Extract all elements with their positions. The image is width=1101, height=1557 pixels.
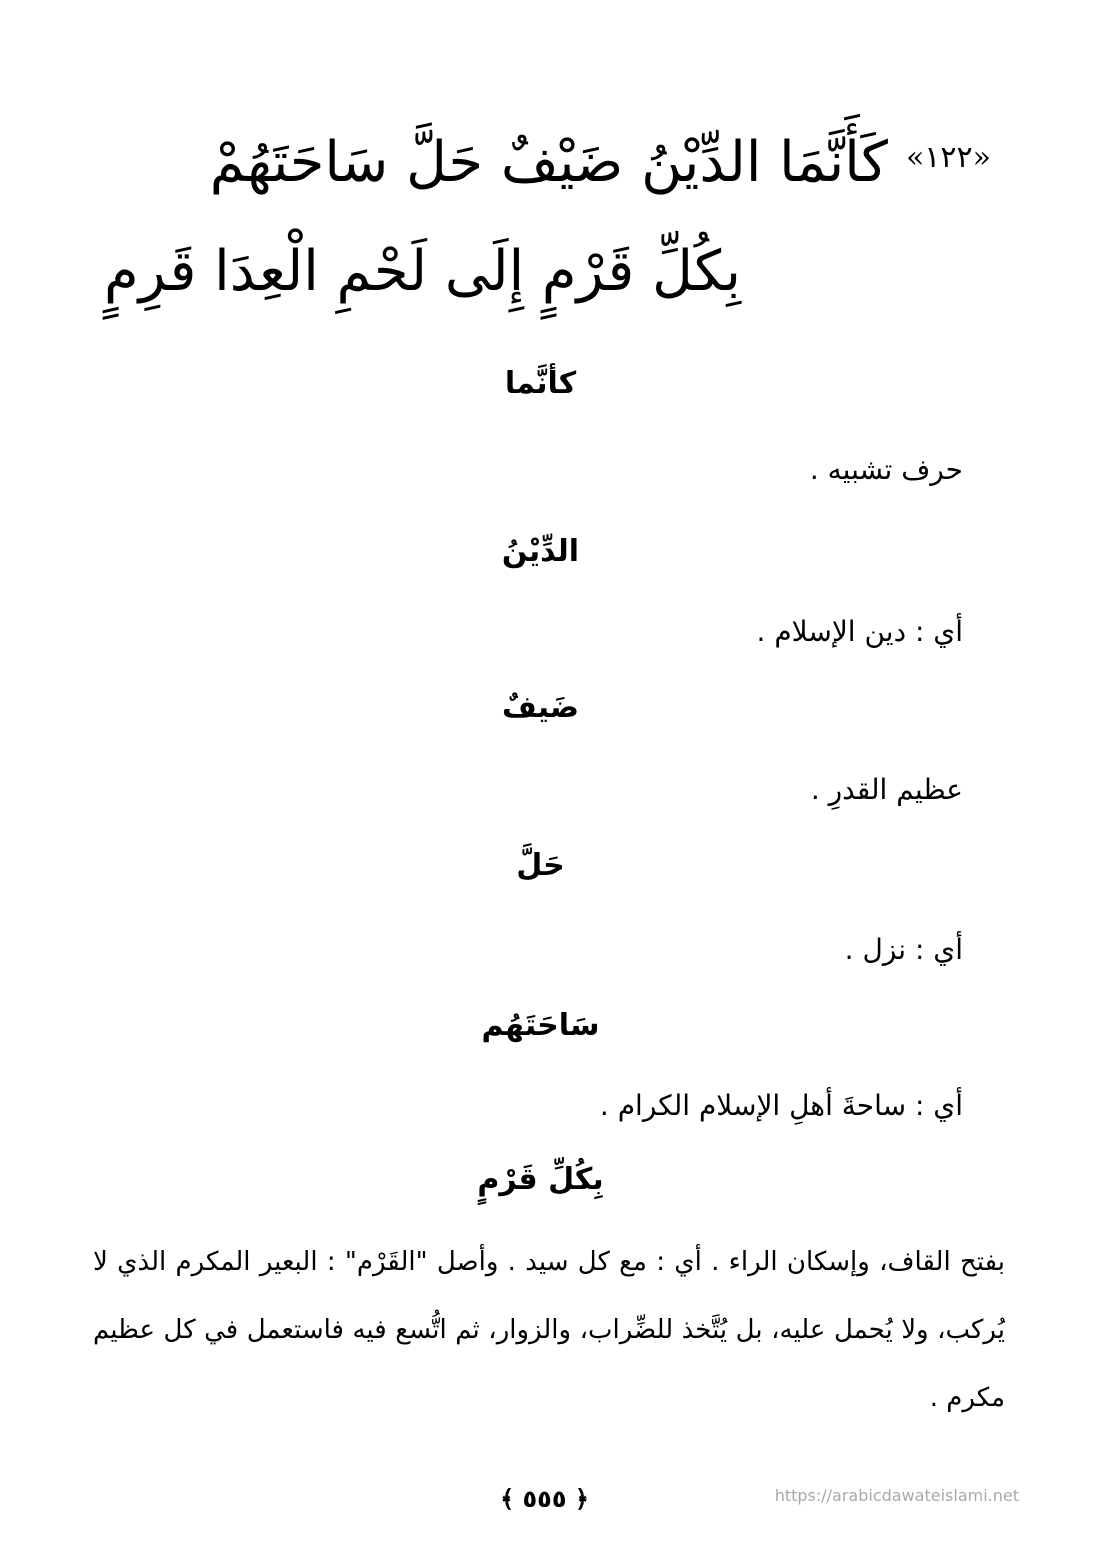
explanation-dayf: عظيم القدرِ . (810, 773, 963, 806)
verse-number: «١٢٢» (905, 140, 991, 175)
verse-line-2: بِكُلِّ قَرْمٍ إِلَى لَحْمِ الْعِدَا قَرِمٍ (104, 239, 741, 304)
headword-sahatahum: سَاحَتَهُم (481, 1008, 600, 1043)
explanation-addin: أي : دين الإسلام . (756, 615, 963, 648)
explanation-sahatahum: أي : ساحةَ أهلِ الإسلام الكرام . (599, 1089, 963, 1122)
verse-line-1 (210, 118, 991, 203)
page-number: ﴿ ٥٥٥ ﴾ (500, 1485, 589, 1513)
headword-bikulli-qarm: بِكُلِّ قَرْمٍ (477, 1162, 604, 1197)
headword-halla: حَلَّ (516, 848, 565, 883)
headword-kaannama: كأنَّما (504, 366, 577, 401)
explanation-halla: أي : نزل . (844, 933, 963, 966)
verse-line-1-text: كَأَنَّمَا الدِّيْنُ ضَيْفٌ حَلَّ سَاحَتَهُمْ (209, 130, 888, 195)
headword-addin: الدِّيْنُ (501, 534, 580, 569)
headword-dayf: ضَيفٌ (502, 690, 579, 725)
watermark-url: https://arabicdawateislami.net (774, 1486, 1019, 1505)
explanation-kaannama: حرف تشبيه . (809, 453, 963, 486)
explanation-paragraph: بفتح القاف، وإسكان الراء . أي : مع كل سيد . وأصل "القَرْم" : البعير المكرم الذي لا يُركب، ولا يُحمل عليه، بل يُتَّخذ للضِّراب، والزوار، ثم اتُّسع فيه فاستعمل في كل عظيم مكرم . (93, 1247, 1005, 1413)
